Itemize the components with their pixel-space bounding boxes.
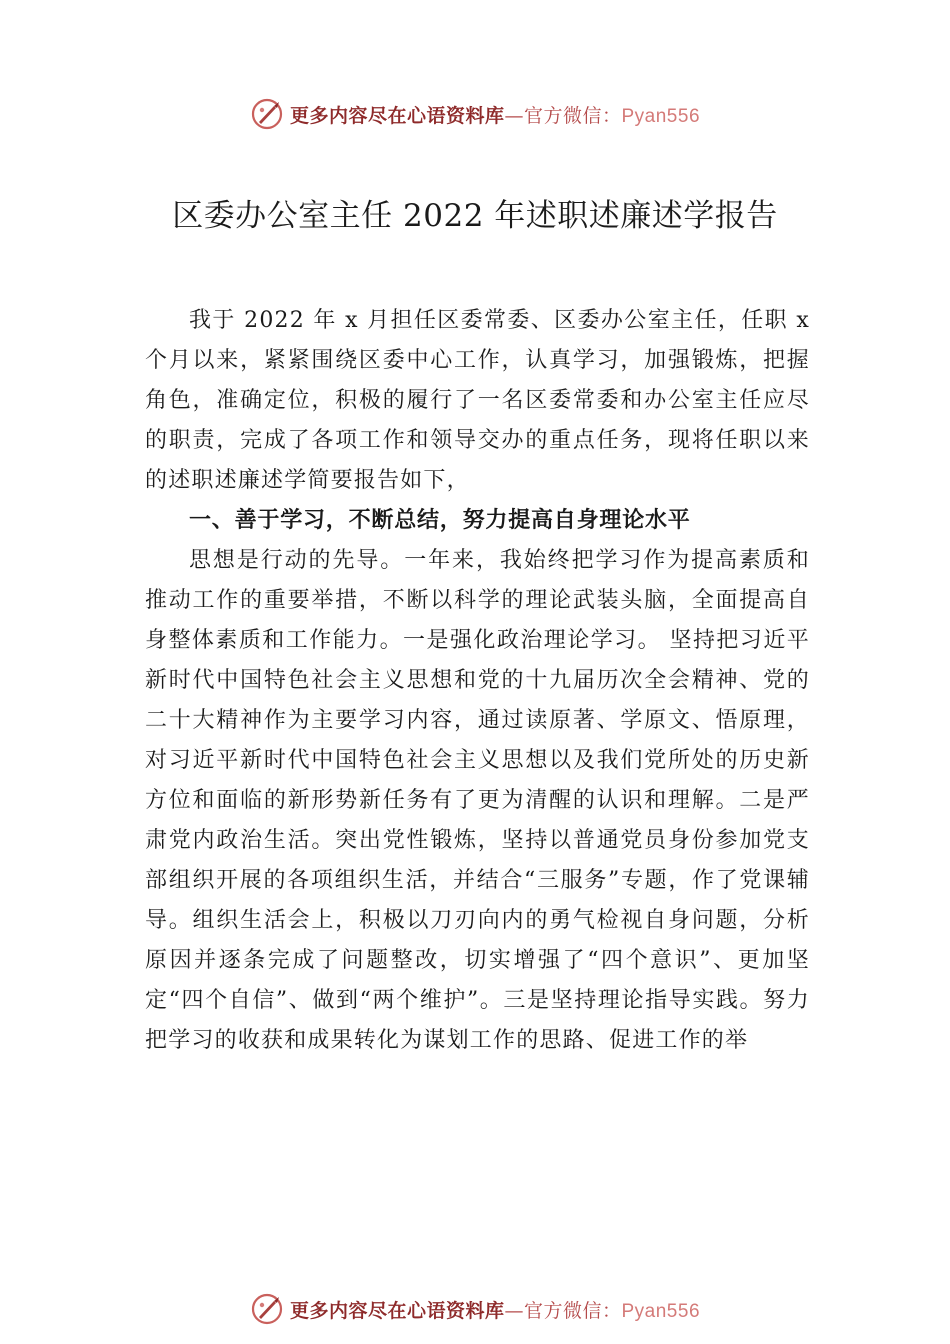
watermark-prefix: 更多内容尽在心语资料库 xyxy=(289,104,505,127)
watermark-wechat-id: Pyan556 xyxy=(621,105,701,127)
section-paragraph: 思想是行动的先导。一年来，我始终把学习作为提高素质和推动工作的重要举措，不断以科学的理论武装头脑，全面提高自身整体素质和工作能力。一是强化政治理论学习。 坚持把习近平新时代中国特色社会主义思想和党的十九届历次全会精神、党的二十大精神作为主要学习内容，通过读原著、学原文、悟原理，对习近平新时代中国特色社会主义思想以及我们党所处的历史新方位和面临的新形势新任务有了更为清醒的认识和理解。二是严肃党内政治生活。突出党性锻炼，坚持以普通党员身份参加党支部组织开展的各项组织生活，并结合“三服务”专题，作了党课辅导。组织生活会上，积极以刀刃向内的勇气检视自身问题，分析原因并逐条完成了问题整改，切实增强了“四个意识”、更加坚定“四个自信”、做到“两个维护”。三是坚持理论指导实践。努力把学习的收获和成果转化为谋划工作的思路、促进工作的举 xyxy=(145,548,810,1053)
watermark-wechat-id: Pyan556 xyxy=(621,1300,701,1322)
watermark-banner-top xyxy=(0,94,950,134)
quill-pen-seal-icon xyxy=(250,97,284,131)
quill-pen-seal-icon xyxy=(250,1292,284,1326)
document-body xyxy=(145,301,810,1061)
section-heading: 一、善于学习，不断总结，努力提高自身理论水平 xyxy=(189,508,691,533)
watermark-banner-bottom xyxy=(0,1289,950,1329)
document-title: 区委办公室主任 2022 年述职述廉述学报告 xyxy=(172,198,778,234)
watermark-prefix: 更多内容尽在心语资料库 xyxy=(289,1299,505,1322)
watermark-text xyxy=(290,101,700,128)
watermark-middle: —官方微信： xyxy=(504,104,622,127)
watermark-text xyxy=(290,1296,700,1323)
watermark-middle: —官方微信： xyxy=(504,1299,622,1322)
intro-paragraph: 我于 2022 年 x 月担任区委常委、区委办公室主任，任职 x 个月以来，紧紧围绕区委中心工作，认真学习，加强锻炼，把握角色，准确定位，积极的履行了一名区委常委和办公室主任应尽的职责，完成了各项工作和领导交办的重点任务，现将任职以来的述职述廉述学简要报告如下， xyxy=(145,308,810,493)
